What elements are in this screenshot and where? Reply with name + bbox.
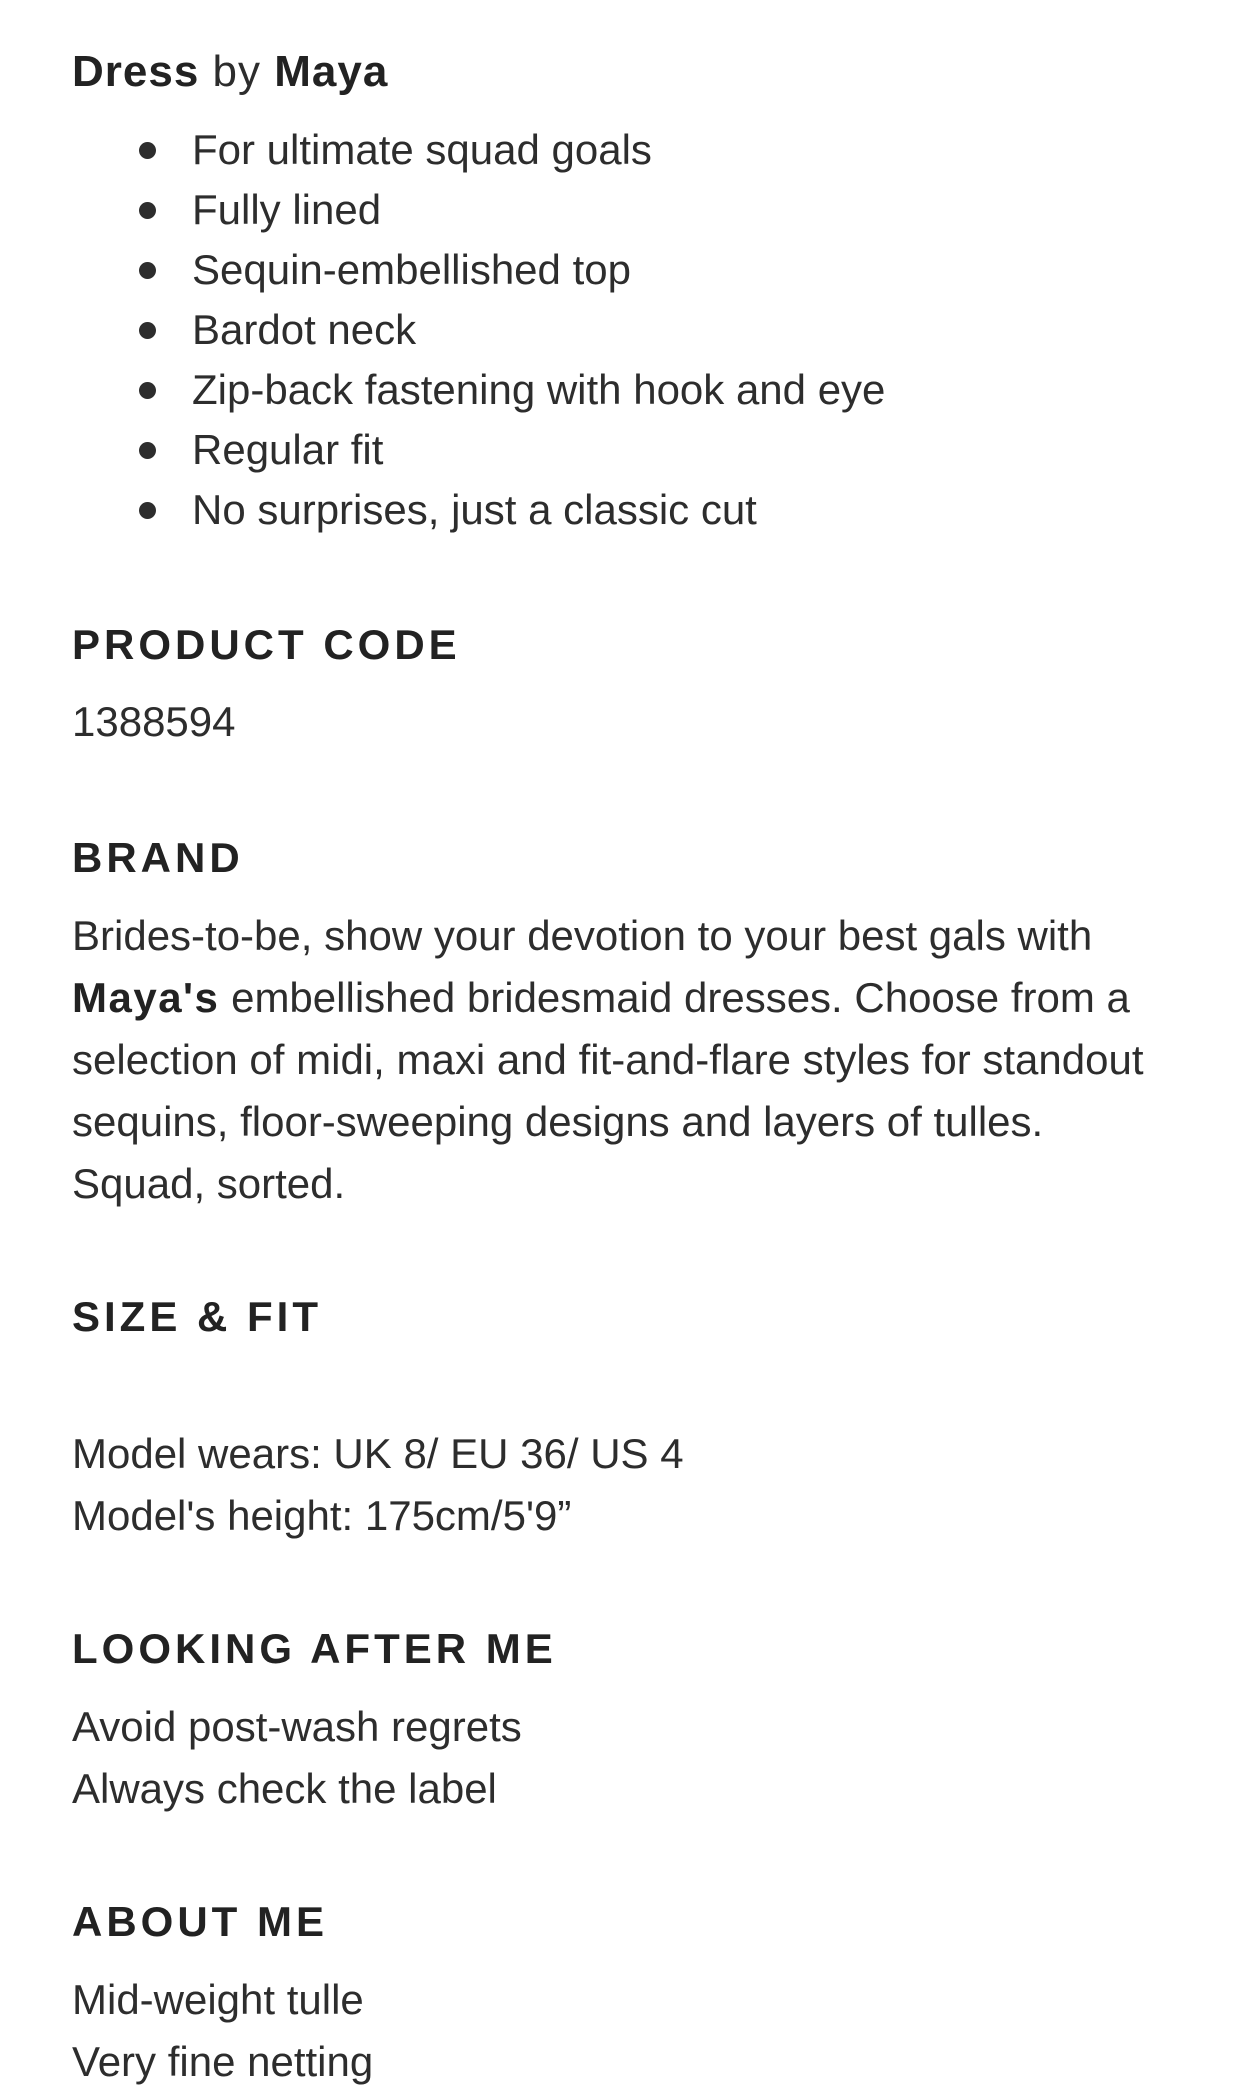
size-fit-details xyxy=(72,1423,684,1547)
list-item xyxy=(72,240,885,300)
care-line-1: Avoid post-wash regrets xyxy=(72,1703,522,1750)
model-height: Model's height: 175cm/5'9” xyxy=(72,1492,572,1539)
fabric-line-2: Very fine netting xyxy=(72,2038,374,2085)
feature-text: No surprises, just a classic cut xyxy=(192,486,757,533)
brand-heading: BRAND xyxy=(72,834,244,881)
size-fit-heading: SIZE & FIT xyxy=(72,1293,322,1340)
bullet-icon xyxy=(139,382,156,399)
list-item xyxy=(72,420,885,480)
feature-list xyxy=(72,120,885,540)
title-brand-link[interactable]: Maya xyxy=(274,47,389,96)
product-code-heading: PRODUCT CODE xyxy=(72,621,461,668)
feature-text: Sequin-embellished top xyxy=(192,246,631,293)
bullet-icon xyxy=(139,502,156,519)
list-item xyxy=(72,360,885,420)
brand-line-2 xyxy=(72,967,1172,1029)
product-code-number: 1388594 xyxy=(72,698,236,745)
care-line-2: Always check the label xyxy=(72,1765,497,1812)
list-item xyxy=(72,180,885,240)
feature-text: Zip-back fastening with hook and eye xyxy=(192,366,886,413)
fabric-line-1: Mid-weight tulle xyxy=(72,1976,364,2023)
about-me-heading: ABOUT ME xyxy=(72,1898,328,1945)
bullet-icon xyxy=(139,262,156,279)
product-type: Dress xyxy=(72,47,200,96)
care-instructions xyxy=(72,1696,522,1820)
brand-line-5: Squad, sorted. xyxy=(72,1160,346,1207)
looking-after-heading: LOOKING AFTER ME xyxy=(72,1625,557,1672)
brand-name-link[interactable]: Maya's xyxy=(72,974,220,1021)
brand-line-3: selection of midi, maxi and fit-and-flare styles for standout xyxy=(72,1036,1144,1083)
product-code-value xyxy=(72,691,236,753)
feature-text: Regular fit xyxy=(192,426,384,473)
model-wears: Model wears: UK 8/ EU 36/ US 4 xyxy=(72,1430,684,1477)
bullet-icon xyxy=(139,142,156,159)
feature-text: For ultimate squad goals xyxy=(192,126,652,173)
feature-text: Fully lined xyxy=(192,186,382,233)
brand-description xyxy=(72,905,1172,1215)
brand-line-2-text: embellished bridesmaid dresses. Choose from a xyxy=(219,974,1130,1021)
feature-text: Bardot neck xyxy=(192,306,417,353)
product-title xyxy=(72,44,388,100)
list-item xyxy=(72,120,885,180)
fabric-details xyxy=(72,1969,373,2093)
list-item xyxy=(72,480,885,540)
list-item xyxy=(72,300,885,360)
bullet-icon xyxy=(139,202,156,219)
title-by: by xyxy=(212,47,262,96)
brand-line-1: Brides-to-be, show your devotion to your best gals with xyxy=(72,912,1093,959)
bullet-icon xyxy=(139,322,156,339)
brand-line-4: sequins, floor-sweeping designs and layers of tulles. xyxy=(72,1098,1044,1145)
bullet-icon xyxy=(139,442,156,459)
